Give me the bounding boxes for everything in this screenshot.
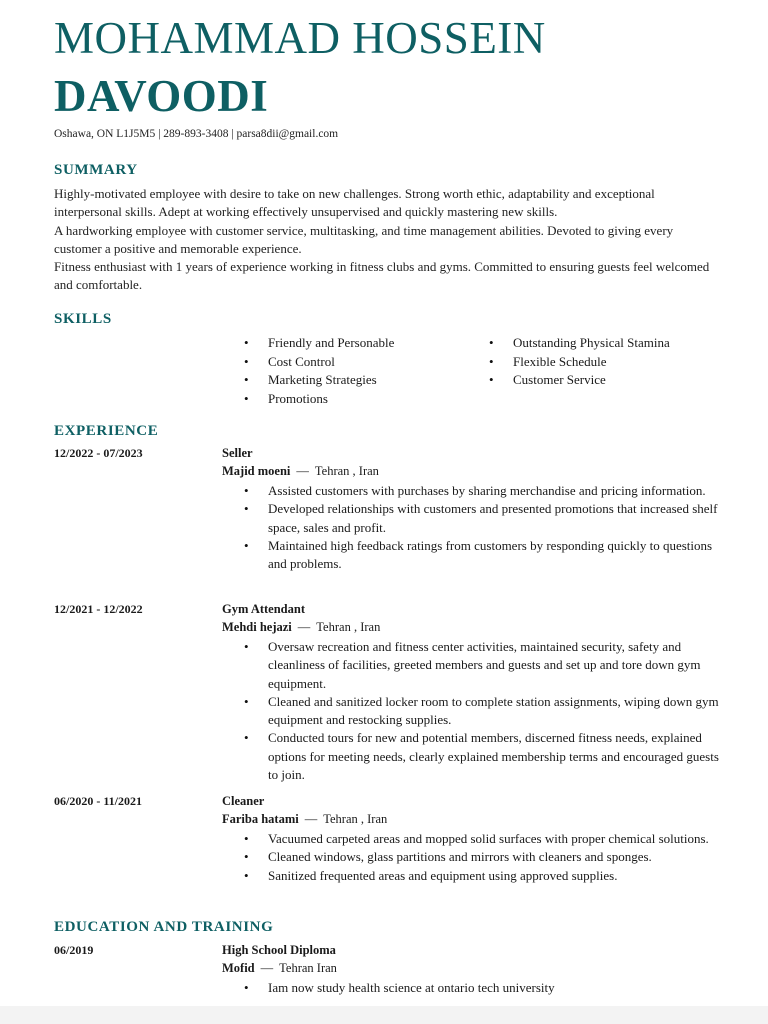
job-location: Tehran , Iran bbox=[323, 812, 388, 826]
job-bullet: • Cleaned and sanitized locker room to complete station assignments, wiping down gym equipment and restocking supplies. bbox=[244, 693, 720, 730]
job-location: Tehran , Iran bbox=[314, 464, 379, 478]
summary-paragraph: A hardworking employee with customer service, multitasking, and time management abilities. Devoted to giving every customer a positive and memorable experience. bbox=[54, 222, 674, 256]
skill-item: • Customer Service bbox=[489, 371, 670, 390]
job-bullet: • Cleaned windows, glass partitions and mirrors with cleaners and sponges. bbox=[244, 848, 720, 866]
job-bullet: • Developed relationships with customers and presented promotions that increased shelf space, sales and profit. bbox=[244, 500, 720, 537]
education-school-line: Mofid — Tehran Iran bbox=[222, 961, 337, 975]
employer-name: Fariba hatami bbox=[222, 812, 299, 826]
skills-column-1 bbox=[244, 334, 394, 408]
education-bullets bbox=[244, 979, 720, 997]
job-dates: 06/2020 - 11/2021 bbox=[54, 794, 143, 808]
page-bottom-edge bbox=[0, 1006, 768, 1024]
job-bullet: • Maintained high feedback ratings from customers by responding quickly to questions and problems. bbox=[244, 537, 720, 574]
job-bullets bbox=[244, 830, 720, 885]
experience-heading: EXPERIENCE bbox=[54, 423, 159, 439]
education-degree: High School Diploma bbox=[222, 943, 336, 957]
school-name: Mofid bbox=[222, 961, 255, 975]
summary-paragraph: Fitness enthusiast with 1 years of experience working in fitness clubs and gyms. Committed to ensuring guests feel welcomed and comfortable. bbox=[54, 259, 710, 293]
job-employer-line: Fariba hatami — Tehran , Iran bbox=[222, 812, 388, 826]
skill-item: • Friendly and Personable bbox=[244, 334, 394, 353]
job-bullets bbox=[244, 482, 720, 573]
job-bullets bbox=[244, 638, 720, 784]
education-date: 06/2019 bbox=[54, 943, 94, 957]
employer-name: Mehdi hejazi bbox=[222, 620, 292, 634]
job-bullet: • Oversaw recreation and fitness center activities, maintained security, safety and cleanliness of facilities, greeted members and guests and set up and tore down gym equipment. bbox=[244, 638, 720, 693]
skills-column-2 bbox=[489, 334, 670, 390]
job-dates: 12/2022 - 07/2023 bbox=[54, 446, 143, 460]
skill-item: • Outstanding Physical Stamina bbox=[489, 334, 670, 353]
name-first-line: MOHAMMAD HOSSEIN bbox=[54, 13, 546, 63]
skill-item: • Marketing Strategies bbox=[244, 371, 394, 390]
employer-name: Majid moeni bbox=[222, 464, 291, 478]
job-employer-line: Mehdi hejazi — Tehran , Iran bbox=[222, 620, 381, 634]
skill-item: • Flexible Schedule bbox=[489, 353, 670, 372]
contact-line: Oshawa, ON L1J5M5 | 289-893-3408 | parsa8dii@gmail.com bbox=[54, 128, 339, 140]
job-title: Cleaner bbox=[222, 794, 265, 808]
name-last-line: DAVOODI bbox=[54, 71, 269, 121]
summary-heading: SUMMARY bbox=[54, 162, 138, 178]
job-bullet: • Conducted tours for new and potential members, discerned fitness needs, explained options for meeting needs, clearly explained membership terms and encouraged guests to join. bbox=[244, 729, 720, 784]
school-location: Tehran Iran bbox=[279, 961, 337, 975]
job-dates: 12/2021 - 12/2022 bbox=[54, 602, 143, 616]
education-bullet: • Iam now study health science at ontario tech university bbox=[244, 979, 720, 997]
job-location: Tehran , Iran bbox=[316, 620, 381, 634]
job-bullet: • Vacuumed carpeted areas and mopped solid surfaces with proper chemical solutions. bbox=[244, 830, 720, 848]
skill-item: • Cost Control bbox=[244, 353, 394, 372]
education-heading: EDUCATION AND TRAINING bbox=[54, 919, 274, 935]
skills-heading: SKILLS bbox=[54, 311, 112, 327]
job-bullet: • Assisted customers with purchases by sharing merchandise and pricing information. bbox=[244, 482, 720, 500]
job-bullet: • Sanitized frequented areas and equipment using approved supplies. bbox=[244, 867, 720, 885]
job-employer-line: Majid moeni — Tehran , Iran bbox=[222, 464, 379, 478]
job-title: Seller bbox=[222, 446, 253, 460]
summary-text bbox=[54, 185, 724, 295]
skill-item: • Promotions bbox=[244, 390, 394, 409]
job-title: Gym Attendant bbox=[222, 602, 305, 616]
summary-paragraph: Highly-motivated employee with desire to take on new challenges. Strong worth ethic, adaptability and exceptional interpersonal skills. Adept at working effectively unsupervised and quickly mastering new skills. bbox=[54, 186, 655, 220]
